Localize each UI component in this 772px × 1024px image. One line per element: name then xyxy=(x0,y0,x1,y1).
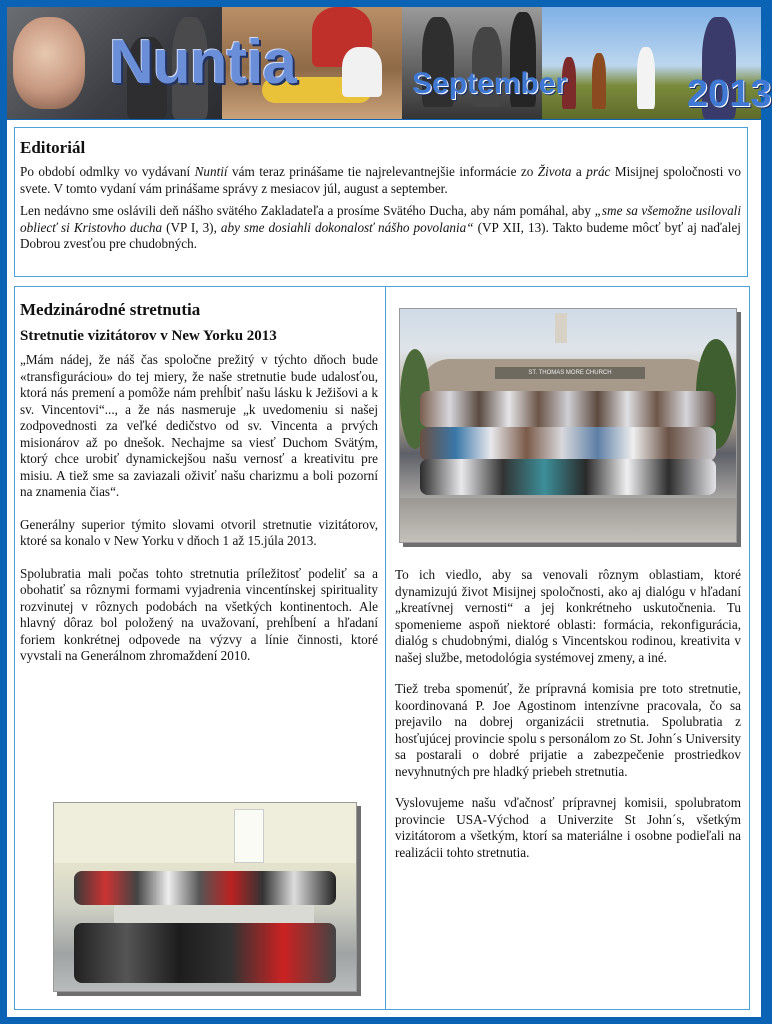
photo-people xyxy=(74,871,336,905)
right-column-text xyxy=(395,567,741,876)
banner-figure xyxy=(637,47,655,109)
article-subheading: Stretnutie vizitátorov v New Yorku 2013 xyxy=(20,328,277,344)
group-photo xyxy=(399,308,737,543)
newsletter-page xyxy=(7,120,761,1017)
text-italic: Života xyxy=(537,164,572,179)
section-heading: Medzinárodné stretnutia xyxy=(20,300,201,319)
left-column-text xyxy=(20,287,378,681)
photo-ground xyxy=(400,498,736,542)
banner-title: Nuntia xyxy=(109,28,296,97)
text: (VP I, 3), xyxy=(162,219,221,235)
photo-wall xyxy=(54,803,356,863)
article-paragraph: Tiež treba spomenúť, že prípravná komisia pre toto stretnutie, koordinovaná P. Joe Agostinom intenzívne pracovala, čo sa prejavilo na dobrej organizácii stretnutia. Spolubratia z hosťujúcej provincie spolu s personálom zo St. John´s University sa postarali o dobré prijatie a zabezpečenie prostriedkov nevyhnutných pre hladký priebeh stretnutia. xyxy=(395,681,741,779)
banner-year: 2013 xyxy=(687,73,772,115)
editorial-paragraph xyxy=(20,203,741,253)
photo-window xyxy=(234,809,264,863)
left-column xyxy=(14,286,386,1010)
meeting-room-photo xyxy=(53,802,357,992)
photo-people xyxy=(420,391,716,427)
banner-photo-crowd xyxy=(402,7,542,119)
banner-figure xyxy=(592,53,606,109)
banner-figure xyxy=(342,47,382,97)
text-italic: aby sme dosiahli dokonalosť nášho povolania“ xyxy=(220,219,474,235)
photo-people xyxy=(420,427,716,461)
article-paragraph: To ich viedlo, aby sa venovali rôznym oblastiam, ktoré dynamizujú život Misijnej spoločnosti, ako aj dialógu v hľadaní „kreatívnej vernosti“ a jej konkrétneho uskutočnenia. Tu spomenieme aspoň niektoré oblasti: formácia, rekonfigurácia, dialóg s chudobnými, dialóg s Vincentskou rodinou, kreativita v našej službe, metodológia systémovej zmeny, a iné. xyxy=(395,567,741,665)
editorial-paragraph xyxy=(20,164,741,197)
photo-church-tower xyxy=(555,313,567,343)
editorial-heading: Editoriál xyxy=(20,138,86,157)
portrait-face xyxy=(13,17,85,109)
banner-month: September xyxy=(412,67,568,100)
text: Len nedávno sme oslávili deň nášho svätého Zakladateľa a prosíme Svätého Ducha, aby nám pomáhal, aby xyxy=(20,203,595,218)
editorial-box xyxy=(14,127,748,277)
text: vám teraz prinášame tie najrelevantnejšie informácie zo xyxy=(227,164,538,179)
text-italic: prác xyxy=(586,164,611,179)
right-column xyxy=(385,286,750,1010)
article-paragraph: Generálny superior týmito slovami otvoril stretnutie vizitátorov, ktoré sa konalo v New Yorku v dňoch 1 až 15.júla 2013. xyxy=(20,516,378,548)
church-sign: ST. THOMAS MORE CHURCH xyxy=(495,367,645,379)
article-paragraph: Vyslovujeme našu vďačnosť prípravnej komisii, spolubratom provincie USA-Východ a Univerzite St John´s, všetkým vizitátorom a všetkým, ktorí sa materiálne i osobne podieľali na realizácii tohto stretnutia. xyxy=(395,795,741,860)
text: (VP XII, 13). Takto budeme môcť byť aj naďalej Dobrou zvesťou pre chudobných. xyxy=(20,219,741,251)
text: Misijnej spoločnosti vo svete. V tomto vydaní vám prinášame správy z mesiacov júl, august a september. xyxy=(20,164,741,196)
text: a xyxy=(571,164,587,179)
article-paragraph: Spolubratia mali počas tohto stretnutia príležitosť podeliť sa a obohatiť sa rôznymi formami vyjadrenia vincentínskej spirituality rozvinutej v rôznych podobách na všetkých kontinentoch. Ale hlavný dôraz bol položený na uvažovaní, prehĺbení a hľadaní foriem konkrétnej odpovede na výzvy a línie činnosti, ktoré vyvstali na Generálnom zhromaždení 2010. xyxy=(20,565,378,663)
header-banner xyxy=(7,7,772,119)
photo-people xyxy=(74,923,336,983)
text-italic: Nuntií xyxy=(194,164,228,179)
text: Po období odmlky vo vydávaní xyxy=(20,164,195,179)
article-paragraph: „Mám nádej, že náš čas spoločne prežitý v týchto dňoch bude «transfiguráciou» do tej miery, že naše stretnutie bude udalosťou, ktorá nás premení a pomôže nám prehĺbiť našu lásku k Ježišovi a k sv. Vincentovi“..., a že nás nasmeruje „k uvedomeniu si našej zodpovednosti za veľké dedičstvo od sv. Vincenta a prvých misionárov až po dnešok. Nechajme sa viesť Duchom Svätým, ktorý chce urobiť dynamickejšou našu vernosť a kreativitu pre misiu. A tiež sme sa zaviazali oživiť našu charizmu a boli pozorní na znamenia čias“. xyxy=(20,352,378,499)
text-italic: „sme sa všemožne usilovali obliecť si Kristovho ducha xyxy=(20,203,741,235)
photo-people xyxy=(420,459,716,495)
